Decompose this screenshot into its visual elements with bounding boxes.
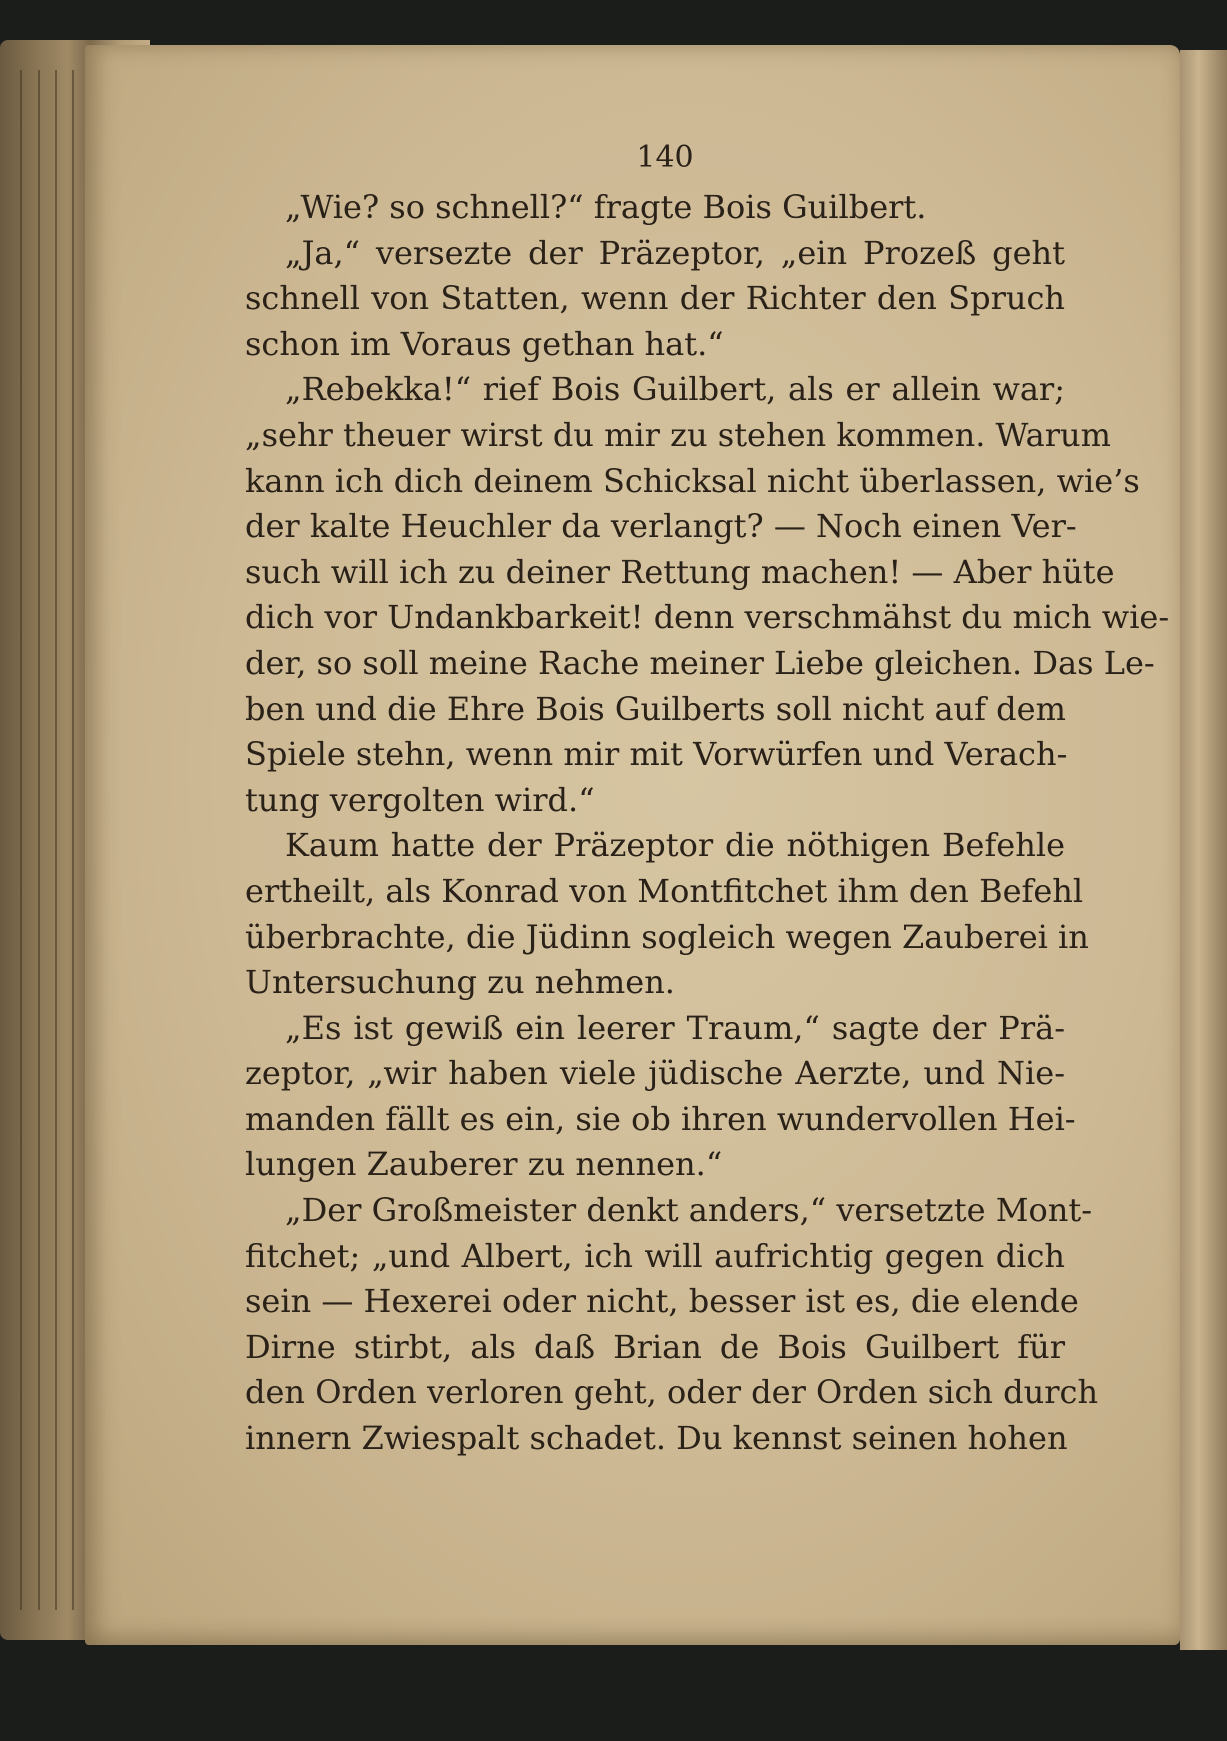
text-line: Spiele stehn, wenn mir mit Vorwürfen und Verach- (245, 735, 1068, 774)
text-line: schon im Voraus gethan hat.“ (245, 324, 724, 363)
text-line: dich vor Undankbarkeit! denn verschmähst du mich wie- (245, 598, 1170, 637)
text-line: Untersuchung zu nehmen. (245, 963, 675, 1002)
text-line: den Orden verloren geht, oder der Orden sich durch (245, 1373, 1099, 1412)
text-line: fitchet; „und Albert, ich will aufrichtig gegen dich (245, 1236, 1065, 1275)
page-number: 140 (636, 140, 694, 175)
text-line: lungen Zauberer zu nennen.“ (245, 1145, 723, 1184)
page-text (245, 185, 1170, 1462)
text-line: „sehr theuer wirst du mir zu stehen kommen. Warum (245, 415, 1111, 454)
text-line: schnell von Statten, wenn der Richter den Spruch (245, 279, 1065, 318)
text-line: tung vergolten wird.“ (245, 780, 595, 819)
text-line: der, so soll meine Rache meiner Liebe gleichen. Das Le- (245, 643, 1155, 682)
text-line: Dirne stirbt, als daß Brian de Bois Guilbert für (245, 1327, 1065, 1366)
text-line: ertheilt, als Konrad von Montfitchet ihm den Befehl (245, 871, 1084, 910)
text-line: ben und die Ehre Bois Guilberts soll nicht auf dem (245, 689, 1066, 728)
text-line: Kaum hatte der Präzeptor die nöthigen Befehle (285, 826, 1065, 865)
text-line: „Rebekka!“ rief Bois Guilbert, als er allein war; (285, 370, 1065, 409)
text-line: überbrachte, die Jüdinn sogleich wegen Zauberei in (245, 917, 1089, 956)
text-line: sein — Hexerei oder nicht, besser ist es, die elende (245, 1282, 1079, 1321)
text-line: „Ja,“ versezte der Präzeptor, „ein Prozeß geht (285, 233, 1065, 272)
text-line: zeptor, „wir haben viele jüdische Aerzte, und Nie- (245, 1054, 1065, 1093)
text-line: „Wie? so schnell?“ fragte Bois Guilbert. (285, 188, 927, 226)
facing-page-edge (1180, 50, 1227, 1650)
text-line: such will ich zu deiner Rettung machen! — Aber hüte (245, 552, 1115, 591)
text-line: kann ich dich deinem Schicksal nicht überlassen, wie’s (245, 461, 1140, 500)
text-line: der kalte Heuchler da verlangt? — Noch einen Ver- (245, 507, 1077, 546)
text-line: innern Zwiespalt schadet. Du kennst seinen hohen (245, 1419, 1068, 1458)
text-line: „Der Großmeister denkt anders,“ versetzte Mont- (285, 1191, 1092, 1230)
text-line: manden fällt es ein, sie ob ihren wundervollen Hei- (245, 1099, 1076, 1138)
text-line: „Es ist gewiß ein leerer Traum,“ sagte der Prä- (285, 1008, 1065, 1047)
